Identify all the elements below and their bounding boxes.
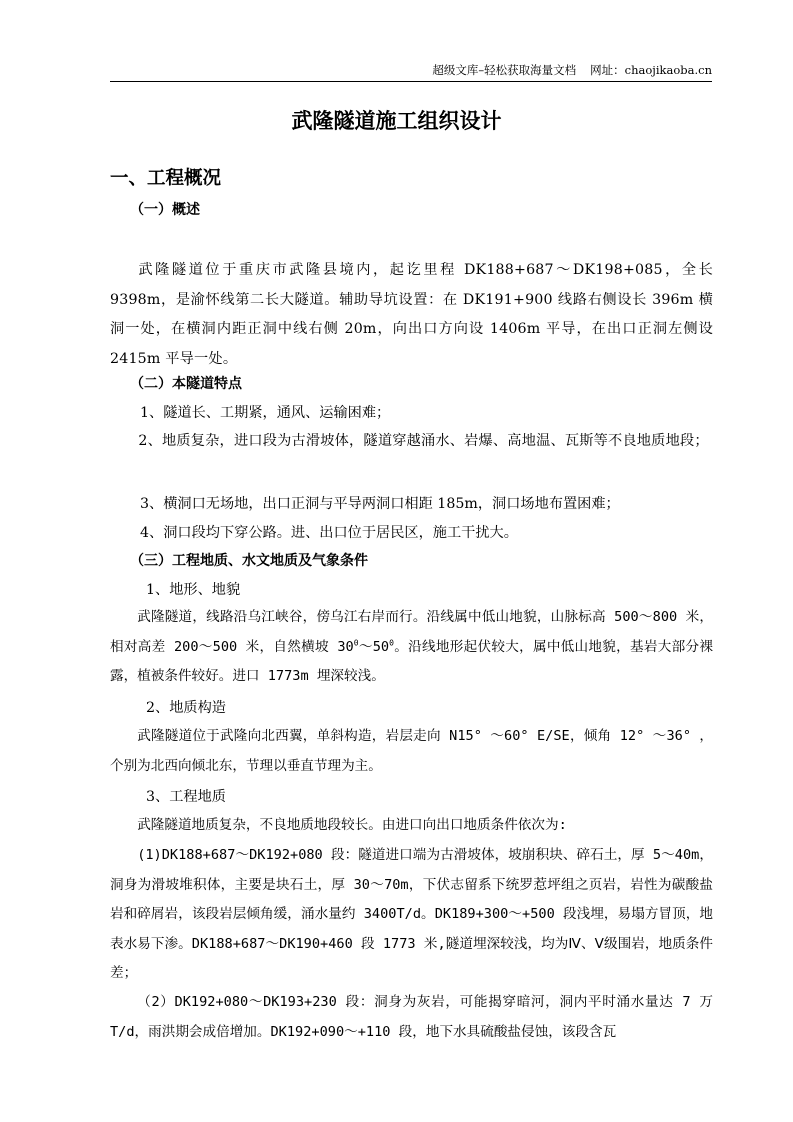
feature-item-2: 2、地质复杂，进口段为古滑坡体，隧道穿越涌水、岩爆、高地温、瓦斯等不良地质地段； <box>138 433 709 449</box>
topic-label-terrain: 1、地形、地貌 <box>146 582 241 598</box>
topic-label-structure: 2、地质构造 <box>146 700 226 716</box>
terrain-paragraph: 武隆隧道，线路沿乌江峡谷，傍乌江右岸而行。沿线属中低山地貌，山脉标高 500～800 米，相对高差 200～500 米，自然横坡 $30^0\sim 50^0$。沿线地形起伏较大，属中低山地貌，基岩大部分裸露，植被条件较好。进口 1773m 埋深较浅。 <box>110 609 714 684</box>
feature-item-3: 3、横洞口无场地，出口正洞与平导两洞口相距 185m，洞口场地布置困难； <box>140 496 620 512</box>
geology-segment-1: (1)DK188+687～DK192+080 段：隧道进口端为古滑坡体，坡崩积块、碎石土，厚 5～40m，洞身为滑坡堆积体，主要是块石土，厚 30～70m，下伏志留系下统罗惹坪组之页岩，岩性为碳酸盐岩和碎屑岩，该段岩层倾角缓，涌水量约 3400T/d。DK189+300～+500 段浅埋，易塌方冒顶，地表水易下渗。DK188+687～DK190+460 段 1773 米,隧道埋深较浅，均为Ⅳ、Ⅴ级围岩，地质条件差； <box>110 847 713 981</box>
structure-paragraph: 武隆隧道位于武隆向北西翼，单斜构造，岩层走向 N15° ～60° E/SE，倾角 12° ～36° ，个别为北西向倾北东，节理以垂直节理为主。 <box>110 728 713 774</box>
subheading-summary: （一）概述 <box>130 202 200 218</box>
subheading-tunnel-features: （二）本隧道特点 <box>130 376 242 392</box>
subheading-geology-conditions: （三）工程地质、水文地质及气象条件 <box>130 553 368 569</box>
page-header <box>110 62 712 82</box>
topic-label-engineering-geology: 3、工程地质 <box>146 789 226 805</box>
feature-item-4: 4、洞口段均下穿公路。进、出口位于居民区，施工干扰大。 <box>140 525 518 541</box>
summary-paragraph: 武隆隧道位于重庆市武隆县境内，起讫里程 DK188+687～DK198+085，全长 9398m，是渝怀线第二长大隧道。辅助导坑设置：在 DK191+900 线路右侧设长 396m 横洞一处，在横洞内距正洞中线右侧 20m，向出口方向设 1406m 平导，在出口正洞左侧设 2415m 平导一处。 <box>110 262 713 367</box>
section-heading-overview: 一、工程概况 <box>110 168 222 189</box>
header-site-link[interactable]: 网址：chaojikaoba.cn <box>590 63 712 77</box>
header-library-text: 超级文库–轻松获取海量文档 <box>432 63 577 77</box>
feature-item-1: 1、隧道长、工期紧，通风、运输困难； <box>140 405 391 421</box>
geology-segment-2: （2）DK192+080～DK193+230 段：洞身为灰岩，可能揭穿暗河，洞内平时涌水量达 7 万 T/d，雨洪期会成倍增加。DK192+090～+110 段，地下水具硫酸盐侵蚀，该段含瓦 <box>110 994 713 1040</box>
engineering-geology-intro: 武隆隧道地质复杂，不良地质地段较长。由进口向出口地质条件依次为: <box>137 817 567 833</box>
document-title: 武隆隧道施工组织设计 <box>291 109 502 133</box>
